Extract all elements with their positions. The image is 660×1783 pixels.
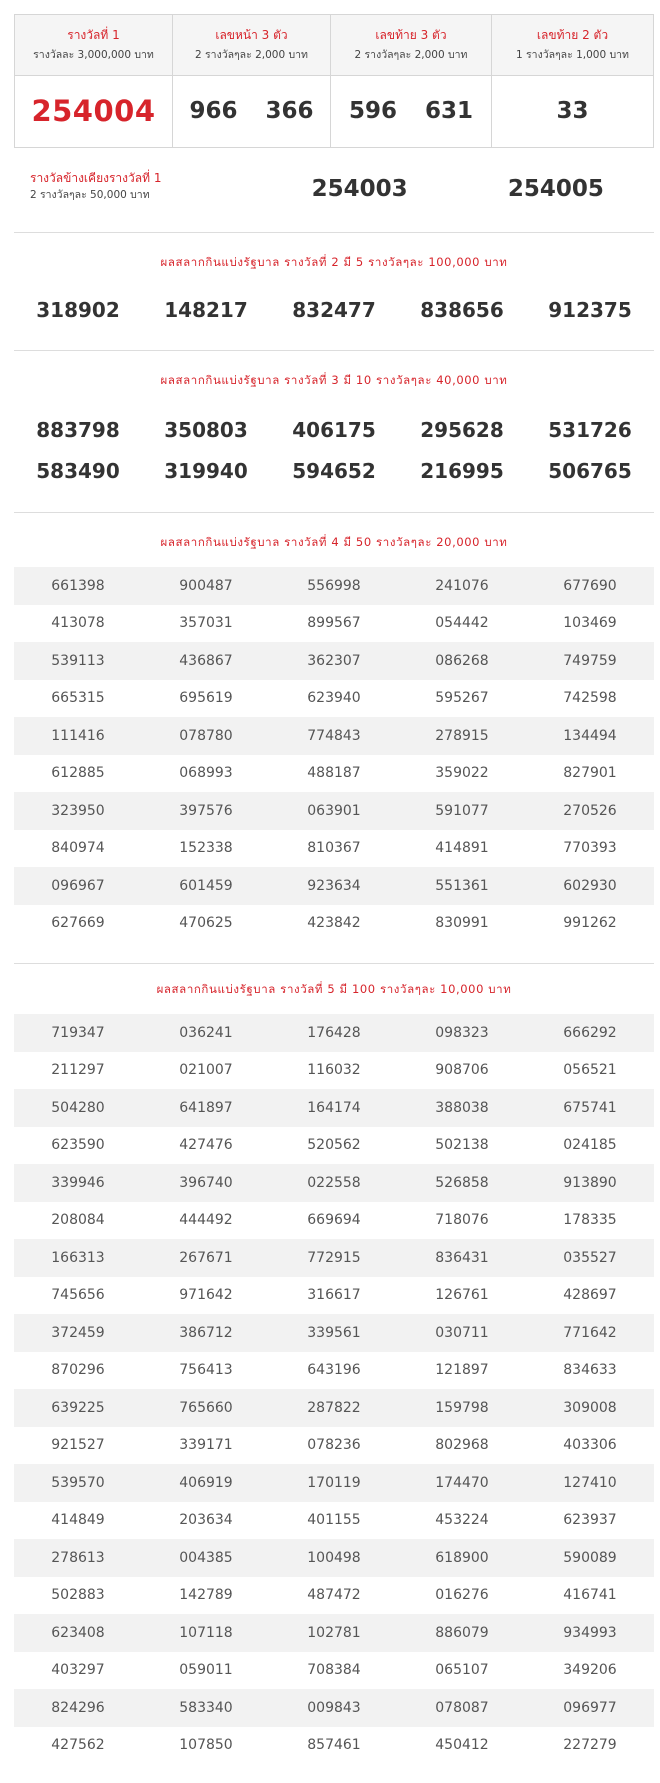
prize5-number: 056521 [563,1062,617,1079]
prize5-number: 971642 [179,1287,233,1304]
prize3-number: 216995 [420,459,504,483]
prize4-number: 414891 [435,840,489,857]
last2-label: เลขท้าย 2 ตัว [536,27,609,42]
prize5-number: 502883 [51,1587,105,1604]
prize4-number: 840974 [51,840,105,857]
prize4-number: 423842 [307,915,361,932]
prize4-row [14,867,654,905]
first-prize-number: 254004 [31,94,156,129]
prize5-number: 934993 [563,1624,617,1641]
prize5-number: 278613 [51,1549,105,1566]
prize4-number: 602930 [563,877,617,894]
last2-cell [492,76,653,147]
prize5-number: 406919 [179,1474,233,1491]
prize5-number: 450412 [435,1737,489,1754]
prize5-number: 316617 [307,1287,361,1304]
prize5-row [14,1539,654,1577]
prize4-number: 152338 [179,840,233,857]
prize4-number: 923634 [307,877,361,894]
prize5-number: 267671 [179,1249,233,1266]
front3-number: 366 [265,98,314,125]
prize5-number: 427562 [51,1737,105,1754]
near-first-prize-number: 254005 [507,176,604,202]
prize4-number: 078780 [179,727,233,744]
prize5-title: ผลสลากกินแบ่งรัฐบาล รางวัลที่ 5 มี 100 รางวัลๆละ 10,000 บาท [156,982,512,996]
prize5-row [14,1127,654,1165]
prize4-number: 595267 [435,690,489,707]
first-prize-label: รางวัลที่ 1 [67,27,120,42]
prize4-row [14,830,654,868]
prize4-grid [14,567,654,942]
prize3-number: 531726 [548,418,632,442]
prize5-number: 675741 [563,1099,617,1116]
prize5-number: 388038 [435,1099,489,1116]
last3-label: เลขท้าย 3 ตัว [375,27,447,42]
prize4-number: 241076 [435,577,489,594]
prize4-number: 470625 [179,915,233,932]
prize4-number: 991262 [563,915,617,932]
prize5-number: 401155 [307,1512,361,1529]
prize5-row [14,1352,654,1390]
prize5-number: 107850 [179,1737,233,1754]
prize5-number: 178335 [563,1212,617,1229]
near-first-prize-sub: 2 รางวัลๆละ 50,000 บาท [30,188,150,201]
prize4-number: 830991 [435,915,489,932]
prize5-number: 487472 [307,1587,361,1604]
prize4-number: 742598 [563,690,617,707]
prize5-number: 834633 [563,1362,617,1379]
prize3-numbers-row [14,418,654,442]
prize4-number: 623940 [307,690,361,707]
prize5-number: 098323 [435,1024,489,1041]
prize5-number: 126761 [435,1287,489,1304]
first-prize-cell [15,76,173,147]
prize5-row [14,1052,654,1090]
prize5-row [14,1277,654,1315]
prize5-number: 349206 [563,1662,617,1679]
prize5-number: 428697 [563,1287,617,1304]
prize5-number: 414849 [51,1512,105,1529]
first-prize-sub: รางวัลละ 3,000,000 บาท [33,48,154,61]
prize5-number: 403297 [51,1662,105,1679]
prize5-number: 372459 [51,1324,105,1341]
top-prize-number-row [15,76,653,147]
prize5-number: 309008 [563,1399,617,1416]
prize4-number: 591077 [435,802,489,819]
prize5-number: 024185 [563,1137,617,1154]
front3-header [173,15,331,75]
front3-cell [173,76,331,147]
prize5-number: 339171 [179,1437,233,1454]
prize5-number: 166313 [51,1249,105,1266]
prize5-row [14,1427,654,1465]
prize4-number: 111416 [51,727,105,744]
prize5-row [14,1614,654,1652]
prize5-number: 641897 [179,1099,233,1116]
prize4-number: 900487 [179,577,233,594]
prize5-number: 170119 [307,1474,361,1491]
prize5-number: 870296 [51,1362,105,1379]
prize5-row [14,1164,654,1202]
prize4-number: 810367 [307,840,361,857]
prize5-number: 718076 [435,1212,489,1229]
prize5-number: 913890 [563,1174,617,1191]
prize2-number: 912375 [548,298,632,322]
prize4-row [14,755,654,793]
prize5-row [14,1689,654,1727]
prize5-number: 623408 [51,1624,105,1641]
prize5-number: 208084 [51,1212,105,1229]
prize5-number: 174470 [435,1474,489,1491]
prize3-number: 295628 [420,418,504,442]
prize5-number: 030711 [435,1324,489,1341]
prize5-number: 004385 [179,1549,233,1566]
prize5-number: 772915 [307,1249,361,1266]
prize5-number: 802968 [435,1437,489,1454]
near-first-prize-row [14,148,654,230]
prize5-number: 824296 [51,1699,105,1716]
first-prize-header [15,15,173,75]
prize5-row [14,1389,654,1427]
prize5-number: 211297 [51,1062,105,1079]
prize5-number: 583340 [179,1699,233,1716]
prize5-number: 857461 [307,1737,361,1754]
prize4-number: 063901 [307,802,361,819]
prize5-number: 520562 [307,1137,361,1154]
prize5-number: 159798 [435,1399,489,1416]
prize4-number: 096967 [51,877,105,894]
prize2-numbers [14,298,654,322]
last2-sub: 1 รางวัลๆละ 1,000 บาท [516,48,629,61]
prize5-row [14,1502,654,1540]
prize5-row [14,1577,654,1615]
prize5-number: 886079 [435,1624,489,1641]
prize4-number: 134494 [563,727,617,744]
prize5-number: 836431 [435,1249,489,1266]
prize5-number: 416741 [563,1587,617,1604]
prize3-number: 319940 [164,459,248,483]
prize5-number: 539570 [51,1474,105,1491]
prize4-number: 601459 [179,877,233,894]
top-prize-table [14,14,654,148]
prize4-title: ผลสลากกินแบ่งรัฐบาล รางวัลที่ 4 มี 50 รางวัลๆละ 20,000 บาท [160,535,508,549]
prize5-number: 386712 [179,1324,233,1341]
prize5-number: 403306 [563,1437,617,1454]
prize5-number: 504280 [51,1099,105,1116]
prize4-row [14,792,654,830]
prize5-number: 719347 [51,1024,105,1041]
prize5-row [14,1014,654,1052]
prize5-number: 116032 [307,1062,361,1079]
prize5-number: 623590 [51,1137,105,1154]
prize4-number: 827901 [563,765,617,782]
prize5-row [14,1314,654,1352]
prize5-number: 396740 [179,1174,233,1191]
prize5-number: 078236 [307,1437,361,1454]
near-first-prize-label-block [14,170,262,203]
prize5-number: 666292 [563,1024,617,1041]
prize5-grid [14,1014,654,1764]
prize4-number: 749759 [563,652,617,669]
prize4-number: 357031 [179,615,233,632]
prize4-number: 539113 [51,652,105,669]
prize5-number: 016276 [435,1587,489,1604]
prize2-number: 318902 [36,298,120,322]
prize5-number: 453224 [435,1512,489,1529]
prize5-number: 142789 [179,1587,233,1604]
prize3-number: 883798 [36,418,120,442]
last2-number: 33 [556,98,589,125]
prize5-number: 176428 [307,1024,361,1041]
prize5-row [14,1464,654,1502]
prize4-number: 270526 [563,802,617,819]
prize4-number: 413078 [51,615,105,632]
prize5-number: 203634 [179,1512,233,1529]
divider [14,963,654,964]
prize4-number: 488187 [307,765,361,782]
front3-sub: 2 รางวัลๆละ 2,000 บาท [195,48,308,61]
prize5-number: 339946 [51,1174,105,1191]
prize5-number: 427476 [179,1137,233,1154]
prize2-title: ผลสลากกินแบ่งรัฐบาล รางวัลที่ 2 มี 5 รางวัลๆละ 100,000 บาท [160,255,508,269]
prize4-number: 612885 [51,765,105,782]
prize5-row [14,1239,654,1277]
prize4-number: 677690 [563,577,617,594]
near-first-prize-number: 254003 [311,176,408,202]
prize3-number: 594652 [292,459,376,483]
front3-number: 966 [189,98,238,125]
prize4-number: 770393 [563,840,617,857]
prize5-number: 009843 [307,1699,361,1716]
last3-number: 596 [348,98,397,125]
near-first-prize-label: รางวัลข้างเคียงรางวัลที่ 1 [30,170,162,185]
prize5-number: 078087 [435,1699,489,1716]
prize5-number: 590089 [563,1549,617,1566]
prize5-number: 771642 [563,1324,617,1341]
prize4-number: 661398 [51,577,105,594]
prize4-number: 556998 [307,577,361,594]
last3-cell [331,76,492,147]
prize2-number: 832477 [292,298,376,322]
top-prize-header-row [15,15,653,76]
prize4-row [14,905,654,943]
prize4-row [14,717,654,755]
prize4-number: 774843 [307,727,361,744]
prize5-number: 765660 [179,1399,233,1416]
prize3-numbers-row [14,459,654,483]
prize5-row [14,1202,654,1240]
prize5-number: 643196 [307,1362,361,1379]
prize5-number: 227279 [563,1737,617,1754]
prize5-number: 102781 [307,1624,361,1641]
prize5-number: 756413 [179,1362,233,1379]
prize5-number: 708384 [307,1662,361,1679]
prize5-number: 096977 [563,1699,617,1716]
prize5-number: 526858 [435,1174,489,1191]
prize4-row [14,567,654,605]
last3-header [331,15,492,75]
prize5-number: 059011 [179,1662,233,1679]
prize4-number: 359022 [435,765,489,782]
prize5-number: 100498 [307,1549,361,1566]
prize5-number: 121897 [435,1362,489,1379]
prize4-number: 068993 [179,765,233,782]
prize5-number: 669694 [307,1212,361,1229]
prize5-number: 623937 [563,1512,617,1529]
prize5-number: 745656 [51,1287,105,1304]
prize5-number: 908706 [435,1062,489,1079]
prize3-number: 583490 [36,459,120,483]
prize4-number: 627669 [51,915,105,932]
prize4-number: 436867 [179,652,233,669]
prize5-number: 618900 [435,1549,489,1566]
prize5-number: 444492 [179,1212,233,1229]
prize4-number: 551361 [435,877,489,894]
prize2-number: 148217 [164,298,248,322]
prize4-number: 054442 [435,615,489,632]
front3-label: เลขหน้า 3 ตัว [215,27,288,42]
last2-header [492,15,653,75]
prize4-row [14,680,654,718]
prize4-number: 362307 [307,652,361,669]
prize4-number: 086268 [435,652,489,669]
prize5-row [14,1652,654,1690]
prize4-number: 695619 [179,690,233,707]
divider [14,512,654,513]
prize5-number: 164174 [307,1099,361,1116]
prize3-number: 350803 [164,418,248,442]
prize5-row [14,1089,654,1127]
prize5-number: 502138 [435,1137,489,1154]
divider [14,232,654,233]
prize4-number: 665315 [51,690,105,707]
divider [14,350,654,351]
prize5-number: 022558 [307,1174,361,1191]
prize5-number: 021007 [179,1062,233,1079]
prize4-number: 899567 [307,615,361,632]
prize3-number: 506765 [548,459,632,483]
prize4-number: 323950 [51,802,105,819]
prize5-number: 127410 [563,1474,617,1491]
prize5-number: 107118 [179,1624,233,1641]
last3-number: 631 [425,98,474,125]
prize5-number: 339561 [307,1324,361,1341]
prize5-number: 287822 [307,1399,361,1416]
prize4-row [14,605,654,643]
prize5-number: 921527 [51,1437,105,1454]
prize4-row [14,642,654,680]
prize4-number: 278915 [435,727,489,744]
last3-sub: 2 รางวัลๆละ 2,000 บาท [354,48,468,61]
prize5-number: 639225 [51,1399,105,1416]
prize4-number: 397576 [179,802,233,819]
prize5-row [14,1727,654,1765]
prize3-number: 406175 [292,418,376,442]
prize3-title: ผลสลากกินแบ่งรัฐบาล รางวัลที่ 3 มี 10 รางวัลๆละ 40,000 บาท [160,373,508,387]
prize5-number: 036241 [179,1024,233,1041]
prize5-number: 065107 [435,1662,489,1679]
prize4-number: 103469 [563,615,617,632]
prize2-number: 838656 [420,298,504,322]
prize5-number: 035527 [563,1249,617,1266]
